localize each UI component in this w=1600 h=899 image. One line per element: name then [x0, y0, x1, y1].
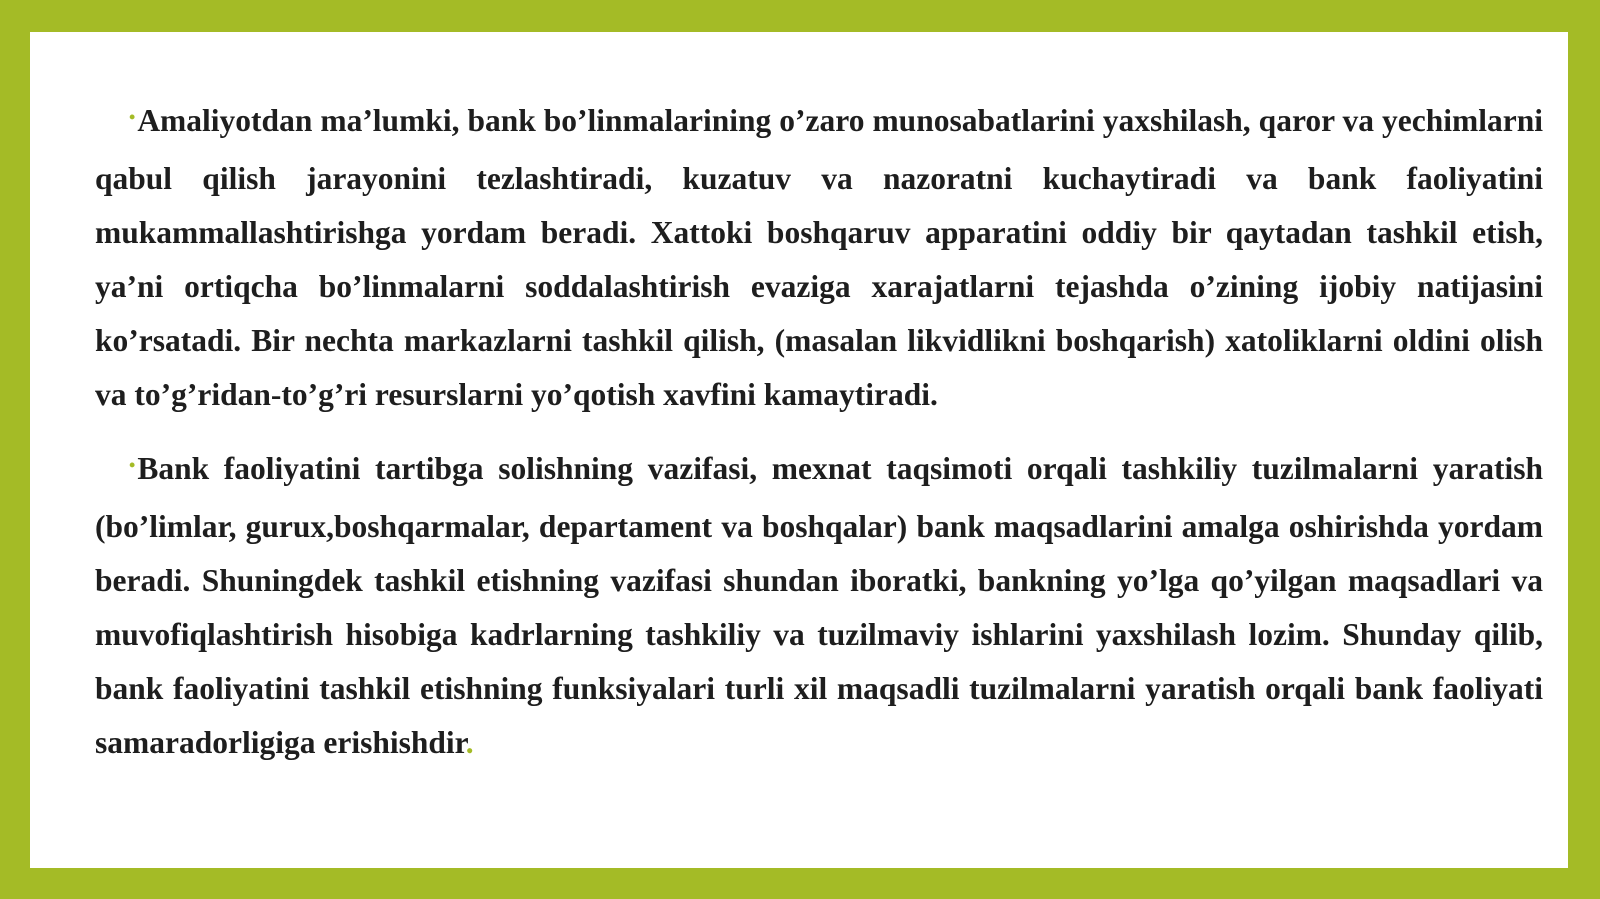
paragraph-2 [95, 442, 1543, 770]
paragraph-1-text: Amaliyotdan ma’lumki, bank bo’linmalarining o’zaro munosabatlarini yaxshilash, qaror va yechimlarni qabul qilish jarayonini tezlashtiradi, kuzatuv va nazoratni kuchaytiradi va bank faoliyatini mukammallashtirishga yordam beradi. Xattoki boshqaruv apparatini oddiy bir qaytadan tashkil etish, ya’ni ortiqcha bo’linmalarni soddalashtirish evaziga xarajatlarni tejashda o’zining ijobiy natijasini ko’rsatadi. Bir nechta markazlarni tashkil qilish, (masalan likvidlikni boshqarish) xatoliklarni oldini olish va to’g’ridan-to’g’ri resurslarni yo’qotish xavfini kamaytiradi. [95, 103, 1543, 412]
paragraph-2-trailing-period: . [465, 725, 474, 760]
paragraph-2-text: Bank faoliyatini tartibga solishning vazifasi, mexnat taqsimoti orqali tashkiliy tuzilmalarni yaratish (bo’limlar, gurux,boshqarmalar, departament va boshqalar) bank maqsadlarini amalga oshirishda yordam beradi. Shuningdek tashkil etishning vazifasi shundan iboratki, bankning yo’lga qo’yilgan maqsadlari va muvofiqlashtirish hisobiga kadrlarning tashkiliy va tuzilmaviy ishlarini yaxshilash lozim. Shunday qilib, bank faoliyatini tashkil etishning funksiyalari turli xil maqsadli tuzilmalarni yaratish orqali bank faoliyati samaradorligiga erishishdir [95, 451, 1543, 760]
bullet-icon: • [129, 107, 136, 127]
slide-body [95, 94, 1543, 790]
slide-canvas [30, 32, 1568, 868]
paragraph-1 [95, 94, 1543, 422]
bullet-icon: • [129, 455, 136, 475]
